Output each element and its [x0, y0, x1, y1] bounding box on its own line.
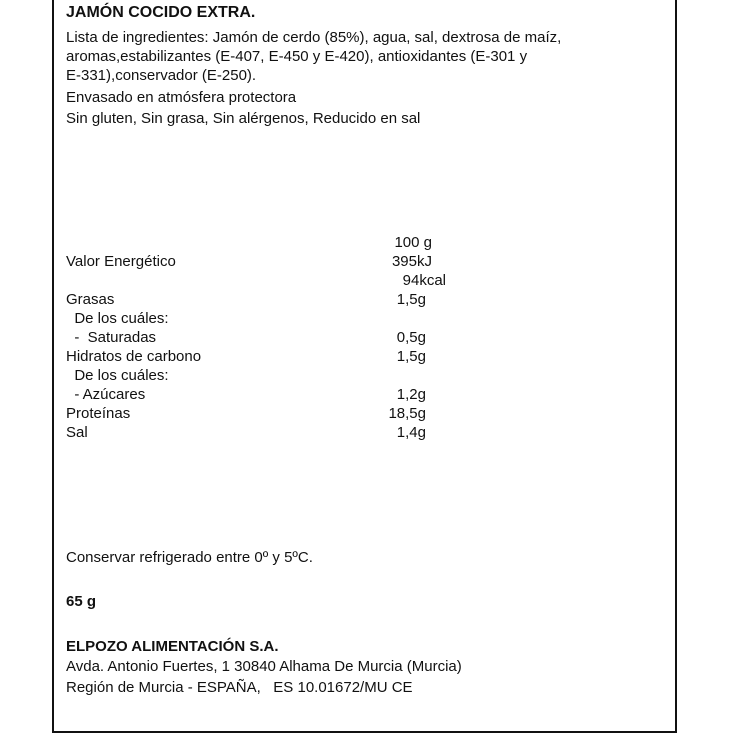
nutrition-label-fat: Grasas	[66, 291, 115, 308]
nutrition-value-fat: 1,5g	[396, 291, 426, 308]
ingredients-line-1: Lista de ingredientes: Jamón de cerdo (85%), agua, sal, dextrosa de maíz,	[66, 29, 562, 46]
ingredients-line-3: E-331),conservador (E-250).	[66, 67, 257, 84]
nutrition-value-carbs: 1,5g	[396, 348, 426, 365]
nutrition-value-protein: 18,5g	[388, 405, 426, 422]
net-weight: 65 g	[66, 593, 97, 610]
nutrition-per-header: 100 g	[394, 234, 432, 251]
nutrition-label-of-which-2: De los cuáles:	[66, 367, 169, 384]
dietary-claims: Sin gluten, Sin grasa, Sin alérgenos, Reducido en sal	[66, 110, 421, 127]
product-label	[52, 0, 677, 733]
company-region: Región de Murcia - ESPAÑA, ES 10.01672/MU CE	[66, 679, 413, 696]
nutrition-value-energy-kcal: 94kcal	[402, 272, 446, 289]
nutrition-label-energy: Valor Energético	[66, 253, 176, 270]
ingredients-line-2: aromas,estabilizantes (E-407, E-450 y E-420), antioxidantes (E-301 y	[66, 48, 528, 65]
company-address: Avda. Antonio Fuertes, 1 30840 Alhama De Murcia (Murcia)	[66, 658, 462, 675]
nutrition-label-salt: Sal	[66, 424, 88, 441]
nutrition-label-of-which-1: De los cuáles:	[66, 310, 169, 327]
nutrition-label-protein: Proteínas	[66, 405, 131, 422]
storage-instructions: Conservar refrigerado entre 0º y 5ºC.	[66, 549, 313, 566]
nutrition-label-sugars: - Azúcares	[66, 386, 146, 403]
nutrition-value-saturated: 0,5g	[396, 329, 426, 346]
nutrition-label-carbs: Hidratos de carbono	[66, 348, 202, 365]
nutrition-label-saturated: - Saturadas	[66, 329, 157, 346]
company-name: ELPOZO ALIMENTACIÓN S.A.	[66, 638, 279, 655]
packaging-note: Envasado en atmósfera protectora	[66, 89, 297, 106]
nutrition-value-sugars: 1,2g	[396, 386, 426, 403]
nutrition-value-salt: 1,4g	[396, 424, 426, 441]
product-title: JAMÓN COCIDO EXTRA.	[66, 4, 256, 21]
nutrition-value-energy-kj: 395kJ	[391, 253, 432, 270]
